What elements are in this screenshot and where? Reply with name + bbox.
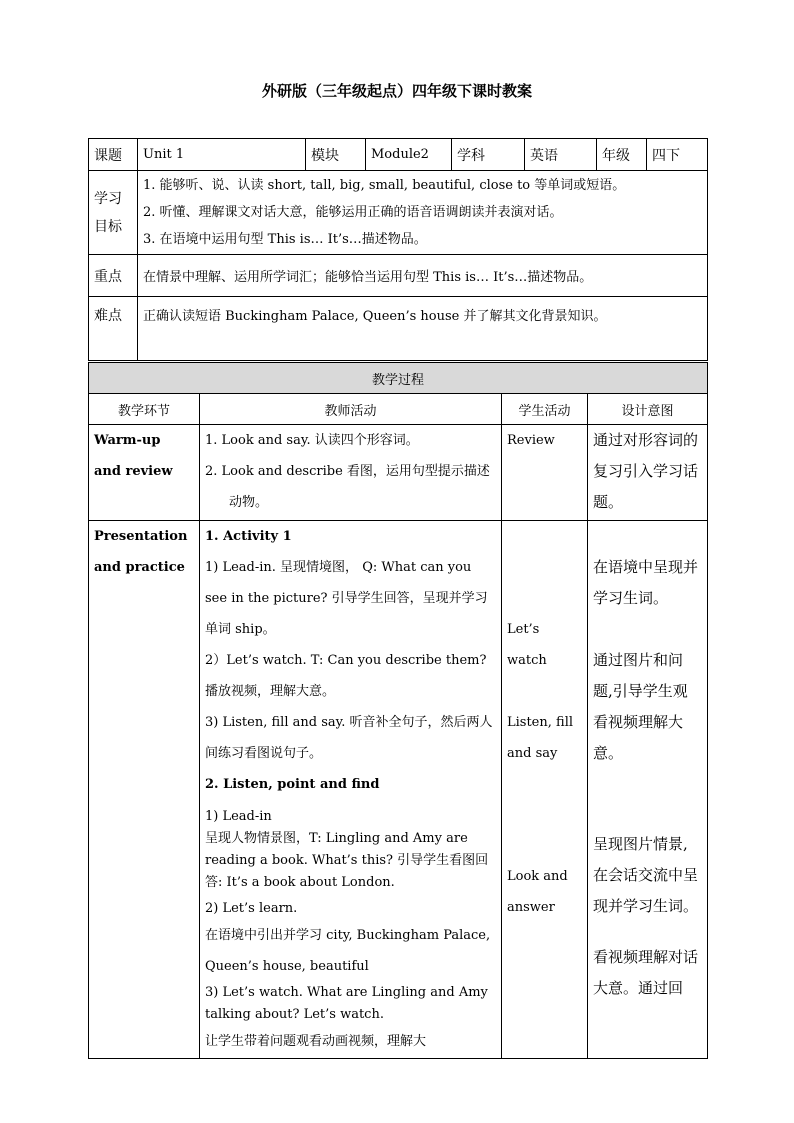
stage-warmup: Warm-up and review — [89, 425, 200, 521]
student-activity-presentation: Let’s watch Listen, fill and say Look and answer — [502, 521, 588, 1059]
design-intent-warmup: 通过对形容词的复习引入学习话题。 — [588, 425, 708, 521]
difficult-point-value: 正确认读短语 Buckingham Palace, Queen’s house 并了解其文化背景知识。 — [138, 297, 708, 361]
design-intent-presentation: 在语境中呈现并学习生词。 通过图片和问题,引导学生观看视频理解大意。 呈现图片情景,在会话交流中呈现并学习生词。 看视频理解对话大意。通过回 — [588, 521, 708, 1059]
goal-item: 3. 在语境中运用句型 This is… It’s…描述物品。 — [143, 232, 427, 247]
goals-cell — [138, 171, 708, 255]
table-row — [89, 425, 708, 521]
table-row — [89, 521, 708, 1059]
key-point-label: 重点 — [89, 255, 138, 297]
subject-label: 学科 — [452, 139, 525, 171]
grade-value: 四下 — [647, 139, 708, 171]
goal-item: 2. 听懂、理解课文对话大意，能够运用正确的语音语调朗读并表演对话。 — [143, 205, 563, 220]
student-activity-warmup: Review — [502, 425, 588, 521]
lesson-info-table — [88, 138, 708, 361]
topic-label: 课题 — [89, 139, 138, 171]
goal-item: 1. 能够听、说、认读 short, tall, big, small, beautiful, close to 等单词或短语。 — [143, 178, 626, 193]
process-header: 教学过程 — [89, 363, 708, 394]
module-value: Module2 — [366, 139, 452, 171]
teaching-process-table — [88, 362, 708, 1059]
column-header: 教学环节 — [89, 394, 200, 425]
teacher-activity-presentation: 1. Activity 1 1) Lead-in. 呈现情境图， Q: What can you see in the picture? 引导学生回答，呈现并学习单词 ship。 2）Let’s watch. T: Can you describe them? 播放视频，理解大意。 3) Listen, fill and say. 听音补全句子，然后两人间练习看图说句子。 2. Listen, point and find 1) Lead-in 呈现人物情景图，T: Lingling and Amy are reading a book. What’s this? 引导学生看图回答: It’s a book about London. 2) Let’s learn. 在语境中引出并学习 city, Buckingham Palace, Queen’s house, beautiful 3) Let’s watch. What are Lingling and Amy talking about? Let’s watch. 让学生带着问题观看动画视频，理解大 — [200, 521, 502, 1059]
column-header: 设计意图 — [588, 394, 708, 425]
topic-value: Unit 1 — [138, 139, 306, 171]
column-header: 教师活动 — [200, 394, 502, 425]
stage-presentation: Presentation and practice — [89, 521, 200, 1059]
difficult-point-label: 难点 — [89, 297, 138, 361]
page-title: 外研版（三年级起点）四年级下课时教案 — [261, 82, 532, 100]
grade-label: 年级 — [597, 139, 647, 171]
subject-value: 英语 — [525, 139, 597, 171]
module-label: 模块 — [306, 139, 366, 171]
teacher-activity-warmup: 1. Look and say. 认读四个形容词。 2. Look and describe 看图，运用句型提示描述动物。 — [200, 425, 502, 521]
goals-label: 学习目标 — [89, 171, 138, 255]
column-header: 学生活动 — [502, 394, 588, 425]
key-point-value: 在情景中理解、运用所学词汇；能够恰当运用句型 This is… It’s…描述物品。 — [138, 255, 708, 297]
